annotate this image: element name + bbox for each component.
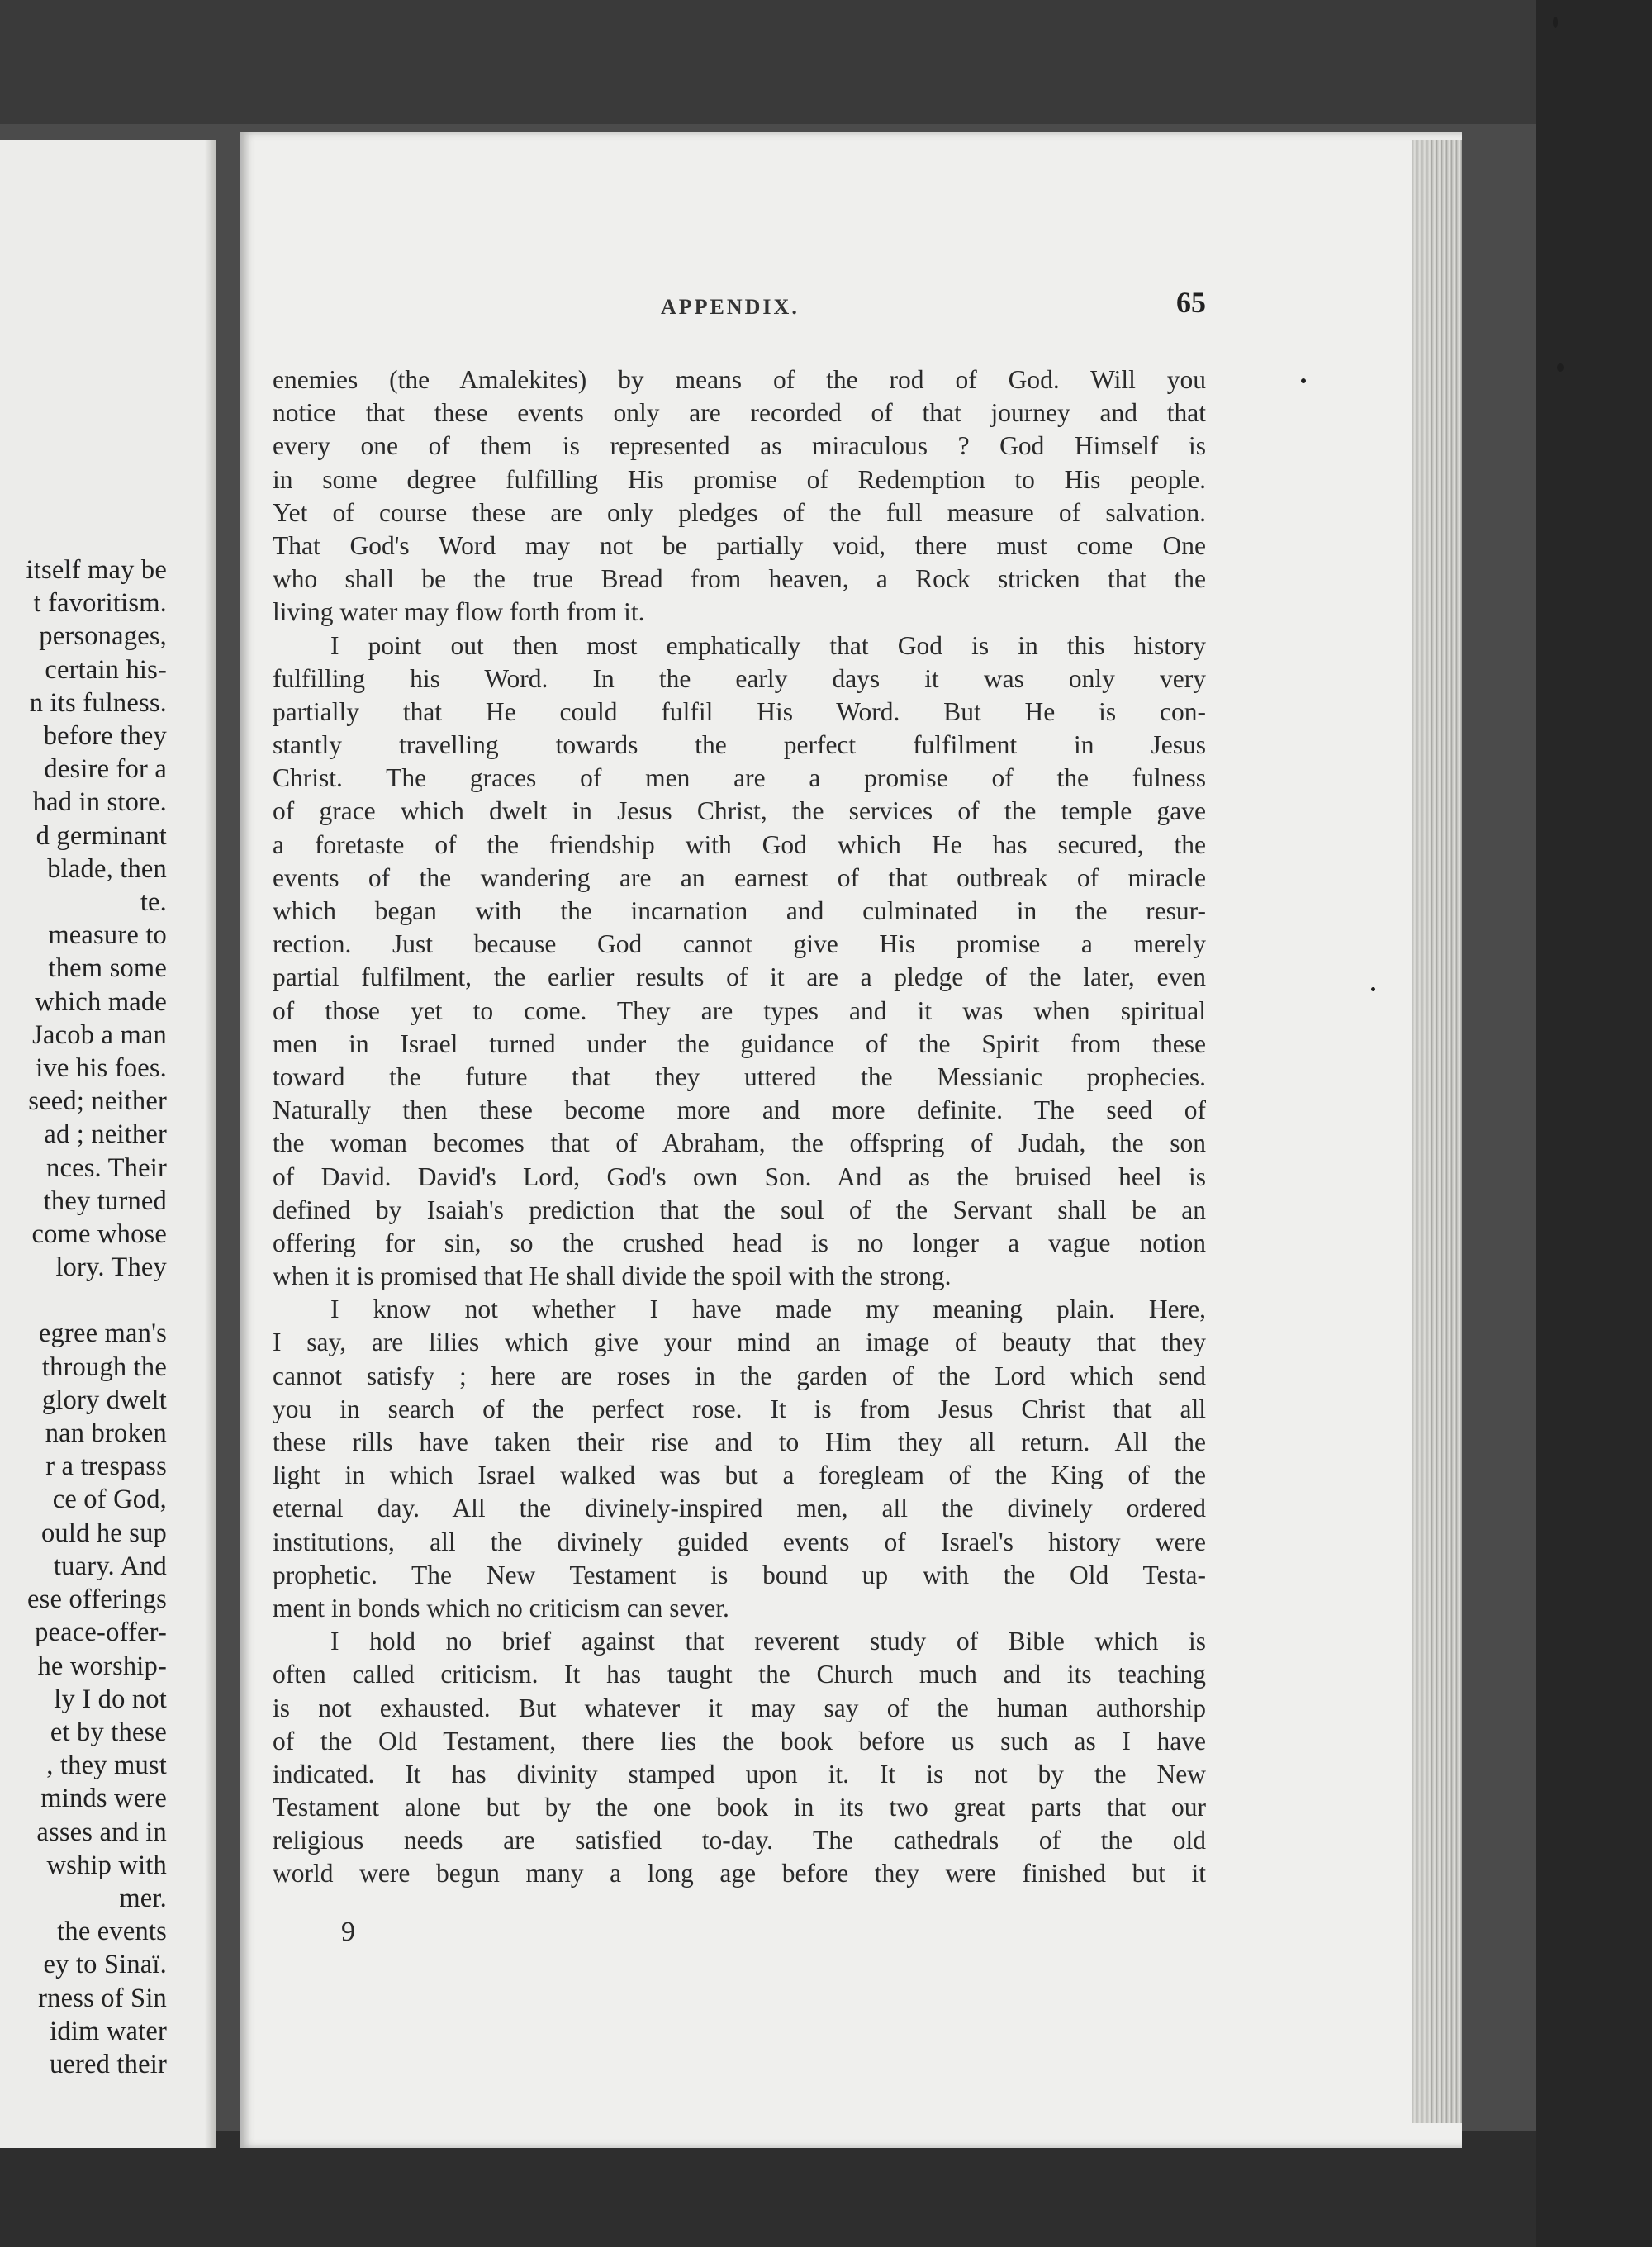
left-page-line: Jacob a man (32, 1019, 167, 1050)
text-line: indicated. It has divinity stamped upon it. It is not by the New (273, 1759, 1206, 1789)
text-line: institutions, all the divinely guided events of Israel's history were (273, 1527, 1206, 1556)
left-page-line: et by these (50, 1717, 167, 1747)
left-page-line: come whose (31, 1219, 167, 1250)
left-page-line: which made (35, 986, 167, 1017)
left-page-line: blade, then (47, 853, 167, 884)
left-page-line: ce of God, (52, 1485, 167, 1515)
left-page-line: ly I do not (54, 1684, 167, 1714)
left-page-line: peace-offer- (35, 1618, 167, 1648)
text-line: the woman becomes that of Abraham, the offspring of Judah, the son (273, 1128, 1206, 1158)
left-page-line: itself may be (26, 555, 167, 585)
text-line: of those yet to come. They are types and it was when spiritual (273, 995, 1206, 1025)
text-line: a foretaste of the friendship with God which He has secured, the (273, 829, 1206, 859)
text-line: partially that He could fulfil His Word. But He is con- (273, 696, 1206, 726)
left-page-line: them some (48, 953, 167, 984)
left-page-line: personages, (39, 621, 167, 652)
text-line: who shall be the true Bread from heaven, a Rock stricken that the (273, 564, 1206, 594)
left-page-line: before they (43, 721, 167, 752)
film-border-right (1536, 0, 1652, 2247)
signature-mark: 9 (341, 1917, 355, 1947)
text-line: eternal day. All the divinely-inspired men, all the divinely ordered (273, 1494, 1206, 1523)
left-page-line: minds were (40, 1784, 167, 1814)
left-page-line: nan broken (45, 1418, 167, 1449)
text-line: Testament alone but by the one book in its two great parts that our (273, 1793, 1206, 1822)
left-page-line: r a trespass (45, 1451, 167, 1482)
left-page-line: , they must (46, 1751, 167, 1781)
left-page-line: te. (140, 887, 167, 918)
text-line: when it is promised that He shall divide the spoil with the strong. (273, 1261, 952, 1291)
left-page-line: egree man's (38, 1318, 167, 1349)
text-line: defined by Isaiah's prediction that the soul of the Servant shall be an (273, 1195, 1206, 1224)
left-page-line: they turned (43, 1185, 167, 1216)
left-page-line: ive his foes. (36, 1053, 167, 1084)
left-page (0, 140, 216, 2148)
text-line: of the Old Testament, there lies the book before us such as I have (273, 1726, 1206, 1755)
text-line: I hold no brief against that reverent study of Bible which is (330, 1627, 1206, 1656)
text-line: world were begun many a long age before they were finished but it (273, 1859, 1206, 1888)
text-line: often called criticism. It has taught the Church much and its teaching (273, 1660, 1206, 1689)
film-border-top (0, 0, 1652, 124)
left-page-line: ese offerings (27, 1584, 167, 1615)
page-header (273, 285, 1206, 326)
left-page-line: mer. (119, 1883, 167, 1913)
text-line: men in Israel turned under the guidance of the Spirit from these (273, 1028, 1206, 1058)
left-page-line: ad ; neither (44, 1119, 167, 1150)
speck (1553, 17, 1558, 28)
left-page-line: had in store. (32, 787, 167, 818)
left-page-line: d germinant (36, 820, 167, 851)
left-page-line: glory dwelt (41, 1385, 167, 1415)
left-page-line: ould he sup (40, 1518, 167, 1548)
left-page-gap (26, 1284, 167, 1317)
left-page-line: through the (41, 1352, 167, 1382)
text-line: which began with the incarnation and culminated in the resur- (273, 896, 1206, 925)
text-line: fulfilling his Word. In the early days it was only very (273, 663, 1206, 693)
text-line: every one of them is represented as miraculous ? God Himself is (273, 431, 1206, 461)
text-line: enemies (the Amalekites) by means of the rod of God. Will you (273, 365, 1206, 394)
left-page-line: the events (57, 1917, 167, 1947)
film-border-bottom (0, 2131, 1652, 2247)
text-line: these rills have taken their rise and to Him they all return. All the (273, 1428, 1206, 1456)
text-line: of grace which dwelt in Jesus Christ, the services of the temple gave (273, 796, 1206, 826)
speck (1557, 363, 1564, 372)
text-line: ment in bonds which no criticism can sever. (273, 1593, 729, 1622)
text-line: Christ. The graces of men are a promise of the fulness (273, 763, 1206, 793)
text-line: light in which Israel walked was but a foregleam of the King of the (273, 1461, 1206, 1490)
left-page-line: measure to (48, 920, 167, 951)
left-page-line: seed; neither (28, 1086, 167, 1117)
text-line: offering for sin, so the crushed head is no longer a vague notion (273, 1228, 1206, 1257)
left-page-line: wship with (46, 1850, 167, 1880)
text-line: rection. Just because God cannot give His promise a merely (273, 929, 1206, 959)
text-line: toward the future that they uttered the Messianic prophecies. (273, 1062, 1206, 1091)
speck (1371, 987, 1375, 991)
left-page-line: n its fulness. (29, 687, 167, 718)
text-line: I point out then most emphatically that God is in this history (330, 630, 1206, 660)
page-number: 65 (1176, 286, 1206, 319)
page-edges (1412, 140, 1462, 2123)
left-page-line: desire for a (44, 754, 167, 785)
running-head: APPENDIX. (661, 295, 800, 319)
left-page-line: idim water (50, 2016, 167, 2046)
body-text (273, 363, 1206, 1891)
text-line: is not exhausted. But whatever it may say of the human authorship (273, 1693, 1206, 1722)
left-page-line: lory. They (55, 1252, 167, 1283)
text-line: notice that these events only are recorded of that journey and that (273, 398, 1206, 428)
left-page-line: ey to Sinaï. (43, 1950, 167, 1980)
text-line: of David. David's Lord, God's own Son. And as the bruised heel is (273, 1162, 1206, 1191)
text-line: cannot satisfy ; here are roses in the garden of the Lord which send (273, 1361, 1206, 1390)
text-line: living water may flow forth from it. (273, 597, 645, 627)
left-page-line: nces. Their (46, 1152, 167, 1183)
text-line: prophetic. The New Testament is bound up with the Old Testa- (273, 1560, 1206, 1589)
left-page-text (26, 553, 167, 2081)
left-page-line: uered their (49, 2049, 167, 2079)
text-line: I know not whether I have made my meaning plain. Here, (330, 1295, 1206, 1324)
left-page-line: tuary. And (53, 1551, 167, 1581)
left-page-line: rness of Sin (38, 1983, 167, 2013)
text-line: partial fulfilment, the earlier results of it are a pledge of the later, even (273, 962, 1206, 992)
text-line: That God's Word may not be partially void, there must come One (273, 530, 1206, 560)
left-page-line: certain his- (45, 654, 167, 685)
left-page-line: asses and in (36, 1817, 167, 1847)
text-line: Naturally then these become more and more definite. The seed of (273, 1095, 1206, 1125)
text-line: you in search of the perfect rose. It is from Jesus Christ that all (273, 1394, 1206, 1423)
text-line: in some degree fulfilling His promise of Redemption to His people. (273, 464, 1206, 494)
text-line: religious needs are satisfied to-day. The cathedrals of the old (273, 1826, 1206, 1855)
speck (1301, 378, 1306, 383)
text-line: events of the wandering are an earnest of that outbreak of miracle (273, 862, 1206, 892)
text-line: Yet of course these are only pledges of the full measure of salvation. (273, 497, 1206, 527)
left-page-gutter (205, 140, 216, 2148)
left-page-line: t favoritism. (33, 588, 167, 619)
left-page-line: he worship- (37, 1651, 167, 1681)
text-line: I say, are lilies which give your mind an image of beauty that they (273, 1328, 1206, 1357)
text-line: stantly travelling towards the perfect fulfilment in Jesus (273, 730, 1206, 760)
